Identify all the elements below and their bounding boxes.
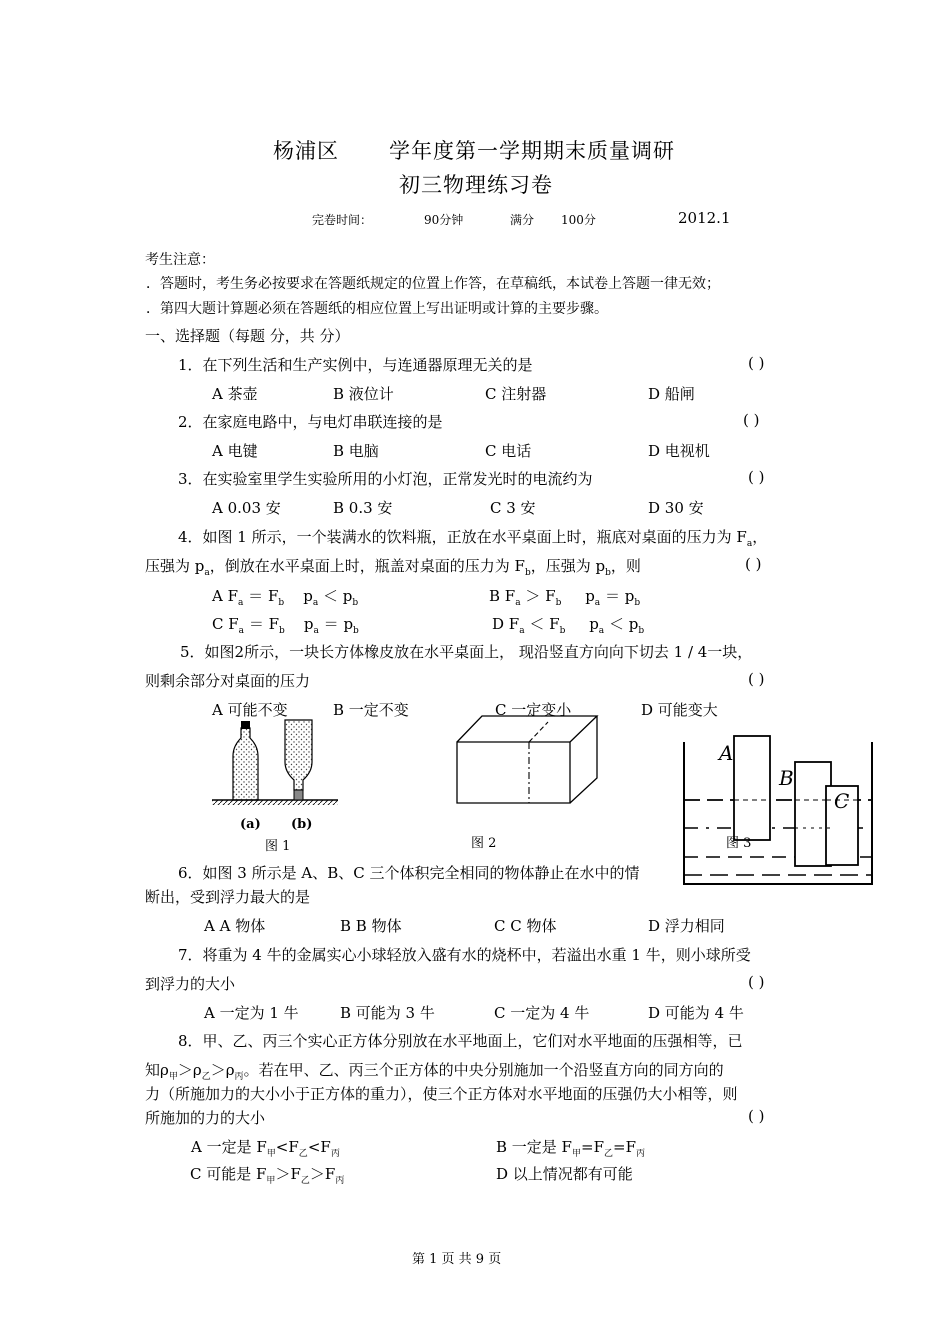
figure-2-cuboid (455, 712, 615, 812)
q6-line-1: 6．如图 3 所示是 A、B、C 三个体积完全相同的物体静止在水中的情 (178, 864, 640, 882)
q4-line-1: 4．如图 1 所示，一个装满水的饮料瓶，正放在水平桌面上时，瓶底对桌面的压力为 $F_a$， (178, 528, 768, 549)
figure-1-caption: 图 1 (265, 839, 291, 854)
q5-answer-paren: ( ) (748, 670, 765, 688)
page-number: 第 1 页 共 9 页 (412, 1252, 502, 1267)
q8-line-1: 8．甲、乙、丙三个实心正方体分别放在水平地面上，它们对水平地面的压强相等，已 (178, 1032, 743, 1050)
q4-line-2: 压强为 $p_a$，倒放在水平桌面上时，瓶盖对桌面的压力为 $F_b$，压强为 $p_b$，则 (145, 557, 641, 578)
time-label: 完卷时间： (312, 213, 373, 227)
q2-answer-paren: ( ) (743, 411, 760, 429)
q8-option-b: B 一定是 $F_甲=F_乙=F_丙$ (496, 1138, 646, 1159)
score-label: 满分 (510, 213, 535, 227)
score-value: 100分 (561, 213, 596, 227)
q5-option-a: A 可能不变 (212, 701, 288, 719)
q4-option-d: D $F_a < F_b$ $p_a < p_b$ (492, 615, 645, 636)
section-heading: 一、选择题（每题 分，共 分） (145, 327, 350, 345)
q8-line-3: 力（所施加力的大小小于正方体的重力），使三个正方体对水平地面的压强仍大小相等，则 (145, 1085, 738, 1103)
q4-option-b: B $F_a > F_b$ $p_a = p_b$ (489, 587, 641, 608)
q2-option-b: B 电脑 (333, 442, 379, 460)
figure-3-label-c: C (834, 789, 850, 813)
figure-1-label-a: (a) (240, 817, 261, 832)
exam-date: 2012.1 (678, 209, 731, 227)
notice-item-1: ．答题时，考生务必按要求在答题纸规定的位置上作答，在草稿纸，本试卷上答题一律无效； (146, 276, 720, 292)
figure-3-label-b: B (779, 766, 794, 790)
q5-option-d: D 可能变大 (641, 701, 718, 719)
figure-1-label-b: (b) (291, 817, 313, 832)
q2-stem: 2．在家庭电路中，与电灯串联连接的是 (178, 413, 443, 431)
q3-option-c: C 3 安 (490, 499, 536, 517)
q7-line-2: 到浮力的大小 (145, 975, 236, 993)
q8-option-a: A 一定是 $F_甲<F_乙<F_丙$ (191, 1138, 340, 1159)
q4-answer-paren: ( ) (745, 555, 762, 573)
q1-option-d: D 船闸 (648, 385, 695, 403)
figure-2-caption: 图 2 (471, 836, 497, 851)
q4-option-c: C $F_a = F_b$ $p_a = p_b$ (212, 615, 359, 636)
title-district: 杨浦区 (273, 139, 339, 163)
q7-line-1: 7．将重为 4 牛的金属实心小球轻放入盛有水的烧杯中，若溢出水重 1 牛，则小球所受 (178, 946, 751, 964)
q3-option-d: D 30 安 (648, 499, 704, 517)
q7-option-c: C 一定为 4 牛 (494, 1004, 590, 1022)
figure-3-caption: 图 3 (726, 836, 752, 851)
q2-option-c: C 电话 (485, 442, 532, 460)
q8-option-c: C 可能是 $F_甲>F_乙>F_丙$ (190, 1165, 345, 1186)
notice-heading: 考生注意： (145, 252, 215, 268)
notice-item-2: ．第四大题计算题必须在答题纸的相应位置上写出证明或计算的主要步骤。 (146, 301, 608, 317)
q8-answer-paren: ( ) (748, 1107, 765, 1125)
q2-option-d: D 电视机 (648, 442, 710, 460)
q6-option-a: A A 物体 (204, 917, 266, 935)
q5-option-c: C 一定变小 (495, 701, 572, 719)
q1-option-c: C 注射器 (485, 385, 547, 403)
q6-option-b: B B 物体 (340, 917, 402, 935)
q7-option-a: A 一定为 1 牛 (204, 1004, 299, 1022)
q3-option-b: B 0.3 安 (333, 499, 393, 517)
q5-option-b: B 一定不变 (333, 701, 409, 719)
q1-stem: 1．在下列生活和生产实例中，与连通器原理无关的是 (178, 356, 533, 374)
q6-line-2: 断出，受到浮力最大的是 (145, 888, 311, 906)
q5-line-1: 5．如图2所示，一块长方体橡皮放在水平桌面上， 现沿竖直方向向下切去 1 / 4一块， (180, 643, 753, 661)
q8-line-4: 所施加的力的大小 (145, 1109, 266, 1127)
q8-line-2: 知$\rho_甲>\rho_乙>\rho_丙$。若在甲、乙、丙三个正方体的中央分别施加一个沿竖直方向的同方向的 (145, 1061, 724, 1082)
q4-option-a: A $F_a = F_b$ $p_a < p_b$ (212, 587, 359, 608)
q6-option-d: D 浮力相同 (648, 917, 725, 935)
title-main: 学年度第一学期期末质量调研 (389, 139, 675, 163)
q8-option-d: D 以上情况都有可能 (496, 1165, 633, 1183)
q1-option-a: A 茶壶 (212, 385, 258, 403)
q6-option-c: C C 物体 (494, 917, 557, 935)
q3-stem: 3．在实验室里学生实验所用的小灯泡，正常发光时的电流约为 (178, 470, 593, 488)
q2-option-a: A 电键 (212, 442, 258, 460)
q1-option-b: B 液位计 (333, 385, 394, 403)
q3-option-a: A 0.03 安 (212, 499, 281, 517)
title-subtitle: 初三物理练习卷 (399, 173, 553, 197)
time-value: 90分钟 (424, 213, 464, 227)
q7-answer-paren: ( ) (748, 973, 765, 991)
q7-option-b: B 可能为 3 牛 (340, 1004, 435, 1022)
figure-1-bottles (210, 718, 340, 838)
q7-option-d: D 可能为 4 牛 (648, 1004, 744, 1022)
q3-answer-paren: ( ) (748, 468, 765, 486)
figure-3-label-a: A (719, 741, 734, 765)
q1-answer-paren: ( ) (748, 354, 765, 372)
q5-line-2: 则剩余部分对桌面的压力 (145, 672, 311, 690)
